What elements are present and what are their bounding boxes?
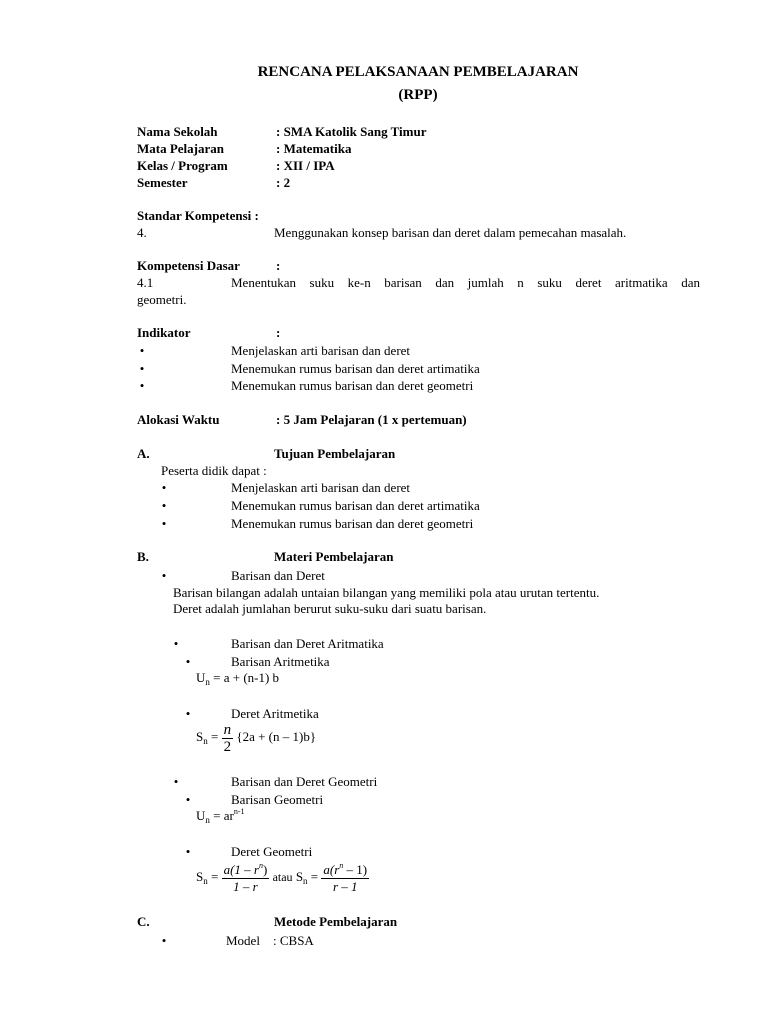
formula-text: = ar [213,808,234,823]
tujuan-item: Menemukan rumus barisan dan deret artimatika [231,498,480,513]
value-kelas-program: : XII / IPA [276,158,335,173]
arit-s-formula [196,721,316,754]
bullet-icon: • [139,361,145,376]
geo-deret: Deret Geometri [231,844,313,859]
section-a-title: Tujuan Pembelajaran [274,446,396,461]
bullet-icon: • [185,792,191,807]
fraction-numerator: n [223,721,232,738]
kompetensi-line-1: Menentukan suku ke-n barisan dan jumlah n suku deret aritmatika dan [231,275,700,290]
symbol-s: S [196,729,204,744]
fraction-denominator: r – 1 [332,878,358,894]
numerator-text: a(r [323,861,340,877]
section-a-intro: Peserta didik dapat : [161,463,267,478]
exponent: n-1 [233,807,245,816]
label-mata-pelajaran: Mata Pelajaran [137,141,225,156]
geo-u-formula [196,808,245,824]
bullet-icon: • [185,706,191,721]
kompetensi-heading: Kompetensi Dasar [137,258,240,273]
label-semester: Semester [137,175,188,190]
value-mata-pelajaran: : Matematika [276,141,352,156]
fraction-denominator: 2 [223,738,232,755]
subscript-n: n [203,876,208,886]
formula-text: = a + (n-1) b [213,670,280,685]
symbol-s: S [196,869,204,884]
tujuan-item: Menjelaskan arti barisan dan deret [231,480,411,495]
fraction-numerator [321,860,369,879]
arit-barisan: Barisan Aritmetika [231,654,330,669]
tujuan-item: Menemukan rumus barisan dan deret geometri [231,516,474,531]
fraction-denominator: 1 – r [233,878,258,894]
value-nama-sekolah: : SMA Katolik Sang Timur [276,124,427,139]
bullet-icon: • [185,654,191,669]
model-value: : CBSA [273,933,314,948]
label-nama-sekolah: Nama Sekolah [137,124,218,139]
standar-number: 4. [137,225,147,240]
bullet-icon: • [185,844,191,859]
document-subtitle: (RPP) [398,87,438,103]
formula-text: {2a + (n – 1)b} [236,729,317,744]
exponent: n [258,860,263,870]
bullet-icon: • [139,378,145,393]
numerator-close: ) [262,861,268,877]
bullet-icon: • [139,343,145,358]
indikator-item: Menemukan rumus barisan dan deret artimatika [231,361,480,376]
bullet-icon: • [161,516,167,531]
section-c-letter: C. [137,914,150,929]
section-a-letter: A. [137,446,150,461]
numerator-close: – 1) [343,861,368,877]
fraction-numerator [222,860,270,879]
atau-text: atau [272,870,293,884]
arit-heading: Barisan dan Deret Aritmatika [231,636,384,651]
alokasi-label: Alokasi Waktu [137,412,220,427]
bullet-icon: • [161,933,167,948]
indikator-colon: : [276,325,281,340]
arit-deret: Deret Aritmetika [231,706,319,721]
label-kelas-program: Kelas / Program [137,158,228,173]
bullet-icon: • [161,480,167,495]
document-title: RENCANA PELAKSANAAN PEMBELAJARAN [257,64,579,80]
subscript-n: n [303,876,308,886]
kompetensi-number: 4.1 [137,275,154,290]
symbol-u: U [196,808,206,823]
standar-text: Menggunakan konsep barisan dan deret dalam pemecahan masalah. [274,225,627,240]
kompetensi-line-2: geometri. [137,292,187,307]
bullet-icon: • [173,774,179,789]
fraction-n-over-2 [222,723,234,754]
indikator-item: Menemukan rumus barisan dan deret geometri [231,378,474,393]
alokasi-value: : 5 Jam Pelajaran (1 x pertemuan) [276,412,467,427]
section-b-letter: B. [137,549,149,564]
model-label: Model [226,933,260,948]
indikator-item: Menjelaskan arti barisan dan deret [231,343,411,358]
bullet-icon: • [161,568,167,583]
bullet-icon: • [161,498,167,513]
symbol-s: S [295,869,304,884]
symbol-u: U [196,670,206,685]
equals-sign: = [310,869,319,884]
standar-heading: Standar Kompetensi : [137,208,259,223]
subscript-n: n [203,736,208,746]
subscript-n: n [205,815,210,825]
arit-u-formula [196,670,279,686]
equals-sign: = [210,729,219,744]
equals-sign: = [210,869,219,884]
exponent: n [339,860,344,870]
geo-heading: Barisan dan Deret Geometri [231,774,378,789]
kompetensi-colon: : [276,258,281,273]
numerator-text: a(1 – r [223,861,259,877]
definition-barisan: Barisan bilangan adalah untaian bilangan yang memiliki pola atau urutan tertentu. [173,585,600,600]
indikator-heading: Indikator [137,325,191,340]
definition-deret: Deret adalah jumlahan berurut suku-suku dari suatu barisan. [173,601,487,616]
subscript-n: n [205,677,210,687]
section-b-title: Materi Pembelajaran [274,549,394,564]
fraction-geo-2 [321,860,369,894]
materi-item-barisan-deret: Barisan dan Deret [231,568,325,583]
bullet-icon: • [173,636,179,651]
geo-s-formula [196,860,369,894]
geo-barisan: Barisan Geometri [231,792,324,807]
value-semester: : 2 [276,175,291,190]
section-c-title: Metode Pembelajaran [274,914,398,929]
fraction-geo-1 [222,860,270,894]
